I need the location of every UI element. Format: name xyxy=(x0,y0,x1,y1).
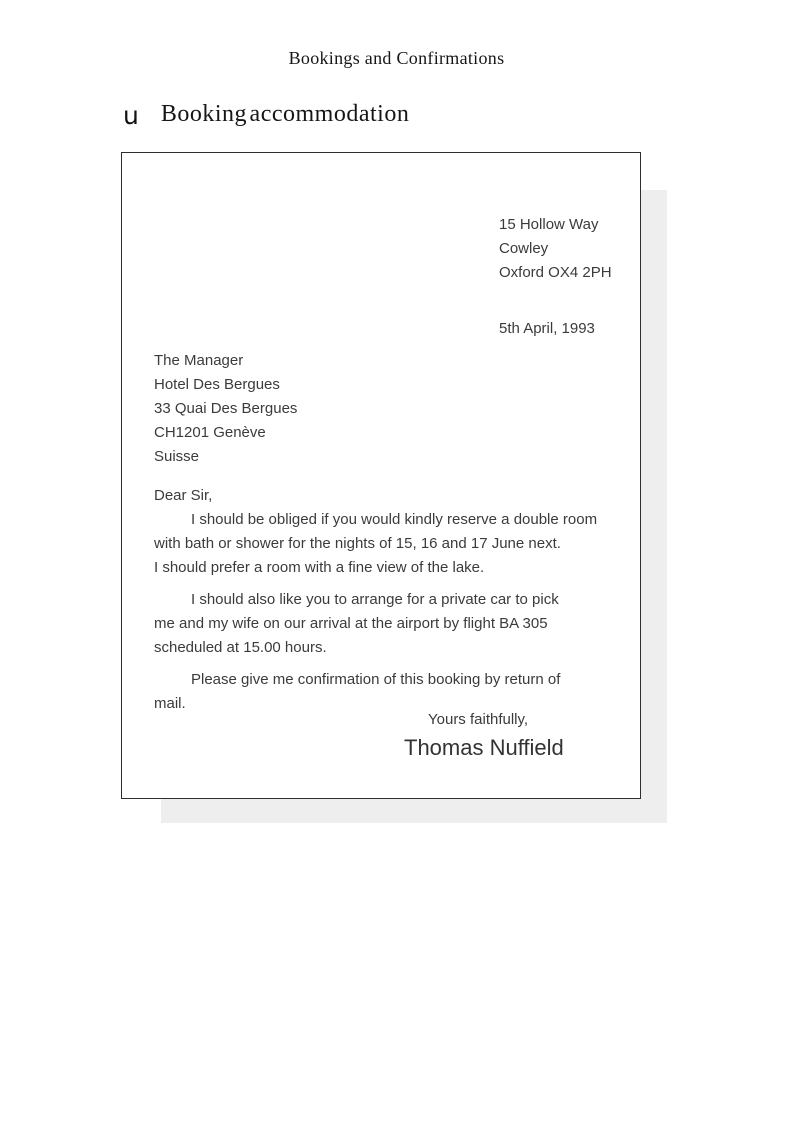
letter-date: 5th April, 1993 xyxy=(499,320,595,337)
paragraph-line: with bath or shower for the nights of 15, 16 and 17 June next. xyxy=(154,535,561,552)
sender-address-line: Oxford OX4 2PH xyxy=(499,264,612,281)
letter-paragraph xyxy=(154,588,630,660)
paragraph-line: mail. xyxy=(154,695,186,712)
salutation: Dear Sir, xyxy=(154,487,213,504)
paragraph-line: Please give me confirmation of this booking by return of xyxy=(191,671,561,688)
recipient-address-line: The Manager xyxy=(154,352,244,369)
complimentary-close: Yours faithfully, xyxy=(428,711,529,728)
letter-container xyxy=(121,152,641,799)
paragraph-line: me and my wife on our arrival at the airport by flight BA 305 xyxy=(154,615,548,632)
recipient-address-line: Hotel Des Bergues xyxy=(154,376,280,393)
paragraph-line: I should also like you to arrange for a private car to pick xyxy=(191,591,559,608)
paragraph-line: I should be obliged if you would kindly reserve a double room xyxy=(191,511,598,528)
sender-address xyxy=(499,213,630,285)
sender-address-line: 15 Hollow Way xyxy=(499,216,599,233)
letter-frame xyxy=(121,152,641,799)
section-title: Booking accommodation xyxy=(160,101,410,127)
recipient-address-line: 33 Quai Des Bergues xyxy=(154,400,298,417)
page-header-title: Bookings and Confirmations xyxy=(288,48,505,68)
letter-paragraph xyxy=(154,508,630,580)
letter-content xyxy=(122,153,640,762)
signature: Thomas Nuffield xyxy=(404,735,564,760)
recipient-address-line: Suisse xyxy=(154,448,200,465)
recipient-address-line: CH1201 Genève xyxy=(154,424,266,441)
section-heading xyxy=(123,98,409,131)
paragraph-line: I should prefer a room with a fine view of the lake. xyxy=(154,559,485,576)
section-bullet-icon: u xyxy=(123,101,139,130)
sender-address-line: Cowley xyxy=(499,240,549,257)
recipient-address xyxy=(154,349,630,469)
paragraph-line: scheduled at 15.00 hours. xyxy=(154,639,327,656)
